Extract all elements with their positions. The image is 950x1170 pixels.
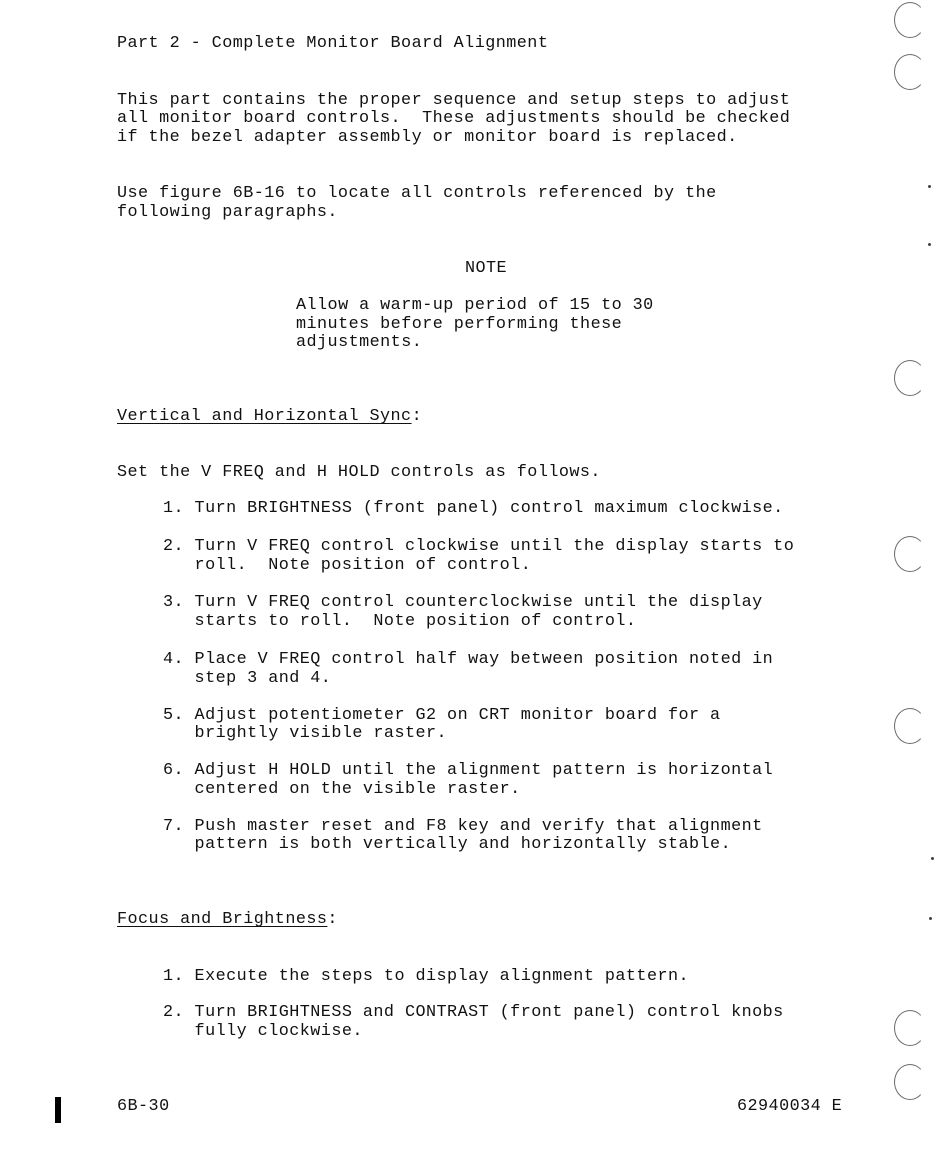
sync-step-1-line-1: 1. Turn BRIGHTNESS (front panel) control maximum clockwise. [163,499,784,518]
sync-section-heading [117,408,422,427]
sync-heading-colon: : [411,407,423,426]
sync-step-3-line-1: 3. Turn V FREQ control counterclockwise until the display [163,593,763,612]
footer-doc-number: 62940034 E [737,1097,843,1116]
sync-step-6-line-2: centered on the visible raster. [163,780,521,799]
focus-step-2-line-1: 2. Turn BRIGHTNESS and CONTRAST (front panel) control knobs [163,1003,784,1022]
scan-speck [931,857,934,860]
sync-heading-text: Vertical and Horizontal Sync [117,407,412,426]
scan-speck [928,185,931,188]
note-line-2: minutes before performing these [296,315,623,334]
sync-step-5-line-2: brightly visible raster. [163,724,448,743]
part-title: Part 2 - Complete Monitor Board Alignment [117,34,549,53]
sync-step-4-line-2: step 3 and 4. [163,669,332,688]
binder-hole-mark [894,2,926,38]
sync-step-2-line-1: 2. Turn V FREQ control clockwise until the display starts to [163,537,795,556]
sync-step-2-line-2: roll. Note position of control. [163,556,532,575]
scan-speck [929,917,932,920]
figure-ref-line-2: following paragraphs. [117,203,338,222]
focus-step-1-line-1: 1. Execute the steps to display alignment pattern. [163,967,690,986]
binder-hole-mark [894,360,926,396]
sync-lead: Set the V FREQ and H HOLD controls as follows. [117,463,601,482]
binder-hole-mark [894,54,926,90]
sync-step-4-line-1: 4. Place V FREQ control half way between position noted in [163,650,774,669]
footer-page-number: 6B-30 [117,1097,170,1116]
binder-hole-mark [894,708,926,744]
binder-hole-mark [894,536,926,572]
note-heading: NOTE [465,259,508,278]
intro-line-3: if the bezel adapter assembly or monitor board is replaced. [117,128,738,147]
focus-section-heading [117,911,338,930]
intro-line-1: This part contains the proper sequence and setup steps to adjust [117,91,791,110]
binder-hole-mark [894,1010,926,1046]
intro-line-2: all monitor board controls. These adjustments should be checked [117,109,791,128]
sync-step-7-line-1: 7. Push master reset and F8 key and verify that alignment [163,817,763,836]
figure-ref-line-1: Use figure 6B-16 to locate all controls referenced by the [117,184,717,203]
sync-step-5-line-1: 5. Adjust potentiometer G2 on CRT monitor board for a [163,706,721,725]
note-line-1: Allow a warm-up period of 15 to 30 [296,296,654,315]
focus-step-2-line-2: fully clockwise. [163,1022,363,1041]
binder-hole-mark [894,1064,926,1100]
scan-speck [928,243,931,246]
sync-step-3-line-2: starts to roll. Note position of control. [163,612,637,631]
sync-step-6-line-1: 6. Adjust H HOLD until the alignment pattern is horizontal [163,761,774,780]
change-bar [55,1097,61,1123]
note-line-3: adjustments. [296,333,423,352]
focus-heading-colon: : [327,910,338,929]
sync-step-7-line-2: pattern is both vertically and horizontally stable. [163,835,732,854]
focus-heading-text: Focus and Brightness [117,910,328,929]
